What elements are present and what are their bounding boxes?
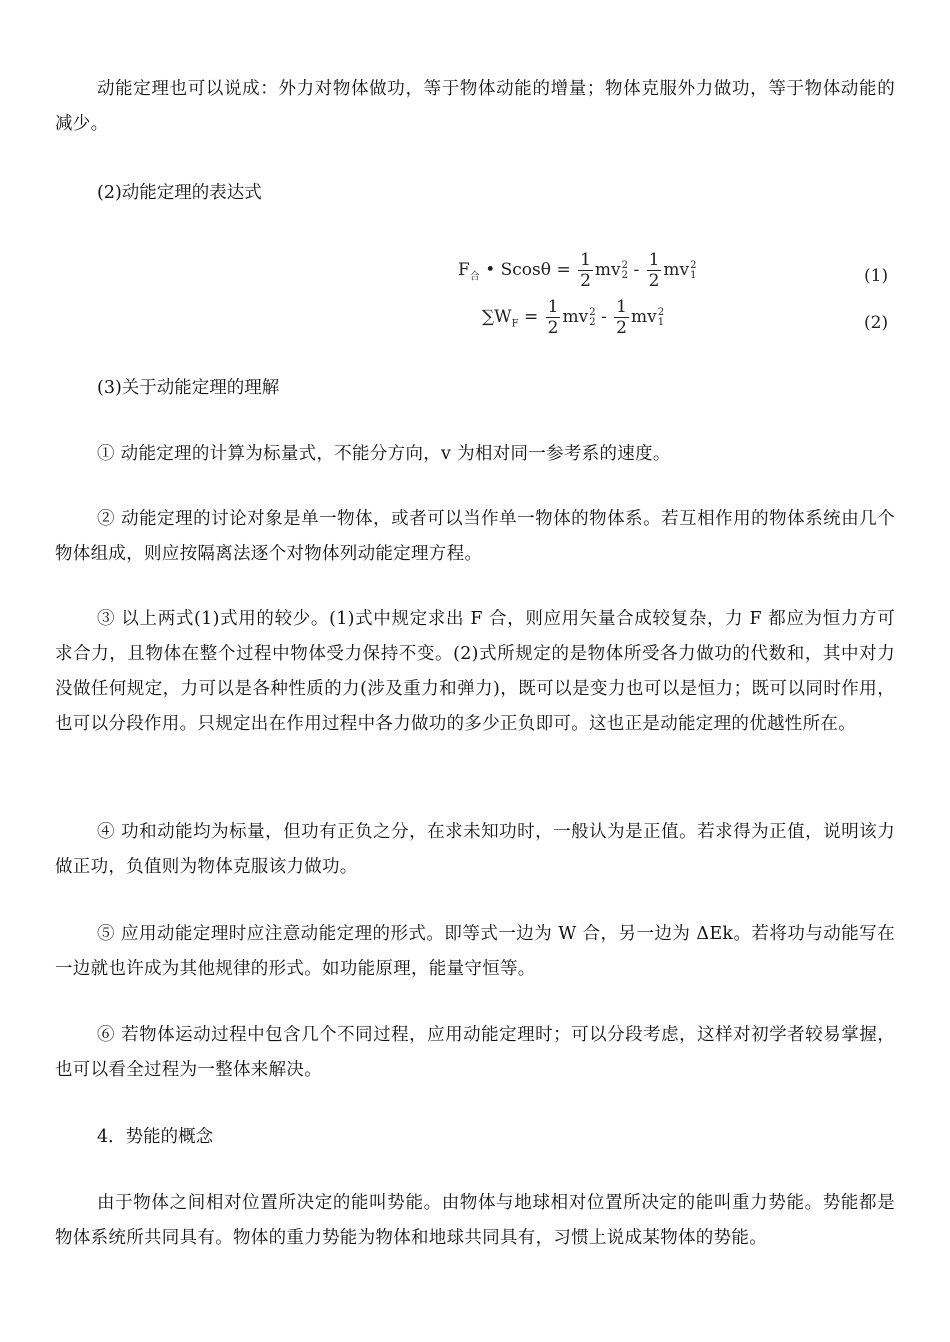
formula-1-F: F (458, 260, 470, 280)
list-item-5: ⑤ 应用动能定理时应注意动能定理的形式。即等式一边为 W 合，另一边为 ΔEk。若将功与动能写在一边就也许成为其他规律的形式。如功能原理，能量守恒等。 (55, 924, 895, 979)
formula-1-theta: θ (540, 260, 552, 280)
list-item-1: ① 动能定理的计算为标量式，不能分方向，v 为相对同一参考系的速度。 (97, 444, 671, 464)
formula-1-v1-index: 2 1 (690, 259, 697, 281)
formula-2-number: (2) (864, 313, 889, 333)
formula-2-half-b: $\frac{1}{2}$ (616, 297, 627, 338)
formula-1-minus: - (633, 260, 640, 280)
formula-1-half-b: $\frac{1}{2}$ (648, 250, 660, 291)
formula-1-mv-b: mv (663, 260, 690, 280)
paragraph-potential-energy: 由于物体之间相对位置所决定的能叫势能。由物体与地球相对位置所决定的能叫重力势能。势能都是物体系统所共同具有。物体的重力势能为物体和地球共同具有，习惯上说成某物体的势能。 (55, 1193, 895, 1248)
heading-understanding: (3)关于动能定理的理解 (97, 378, 280, 398)
formula-2-W: W (494, 307, 512, 327)
list-item-4: ④ 功和动能均为标量，但功有正负之分，在求未知功时，一般认为是正值。若求得为正值，说明该力做正功，负值则为物体克服该力做功。 (55, 822, 895, 877)
formula-2-W-sub: F (511, 318, 519, 330)
formula-1-eq: = (556, 260, 571, 280)
formula-1-F-sub: 合 (469, 271, 480, 283)
formula-2-mv-a: mv (562, 307, 589, 327)
list-item-3: ③ 以上两式(1)式用的较少。(1)式中规定求出 F 合，则应用矢量合成较复杂，力 F 都应为恒力方可求合力，且物体在整个过程中物体受力保持不变。(2)式所规定的是物体所受各力做功的代数和，其中对力没做任何规定，力可以是各种性质的力(涉及重力和弹力)，既可以是变力也可以是恒力；既可以同时作用，也可以分段作用。只规定出在作用过程中各力做功的多少正负即可。这也正是动能定理的优越性所在。 (55, 609, 895, 734)
formula-1-mv-a: mv (594, 260, 621, 280)
formula-2-mv-b: mv (630, 307, 657, 327)
formula-2-sigma: ∑ (482, 307, 495, 327)
formula-1 (458, 250, 697, 291)
formula-1-half-a: $\frac{1}{2}$ (580, 250, 591, 291)
heading-expression: (2)动能定理的表达式 (97, 183, 262, 203)
formula-2-v2-index: 2 2 (589, 306, 596, 328)
formula-2-minus: - (600, 307, 607, 327)
formula-1-dot: • (485, 260, 496, 280)
formula-1-scos: Scos (500, 260, 541, 280)
paragraph-kinetic-theorem-restated: 动能定理也可以说成：外力对物体做功，等于物体动能的增量；物体克服外力做功，等于物体动能的减少。 (55, 79, 895, 134)
formula-1-v2-index: 2 2 (621, 259, 629, 281)
list-item-6: ⑥ 若物体运动过程中包含几个不同过程，应用动能定理时；可以分段考虑，这样对初学者较易掌握，也可以看全过程为一整体来解决。 (55, 1025, 895, 1080)
formula-2-half-a: $\frac{1}{2}$ (547, 297, 559, 338)
formula-2 (482, 297, 664, 338)
formula-2-v1-index: 2 1 (657, 306, 665, 328)
heading-potential-energy: 4．势能的概念 (97, 1127, 214, 1147)
formula-2-eq: = (523, 307, 539, 327)
list-item-2: ② 动能定理的讨论对象是单一物体，或者可以当作单一物体的物体系。若互相作用的物体系统由几个物体组成，则应按隔离法逐个对物体列动能定理方程。 (55, 509, 895, 564)
formula-1-number: (1) (864, 266, 889, 286)
